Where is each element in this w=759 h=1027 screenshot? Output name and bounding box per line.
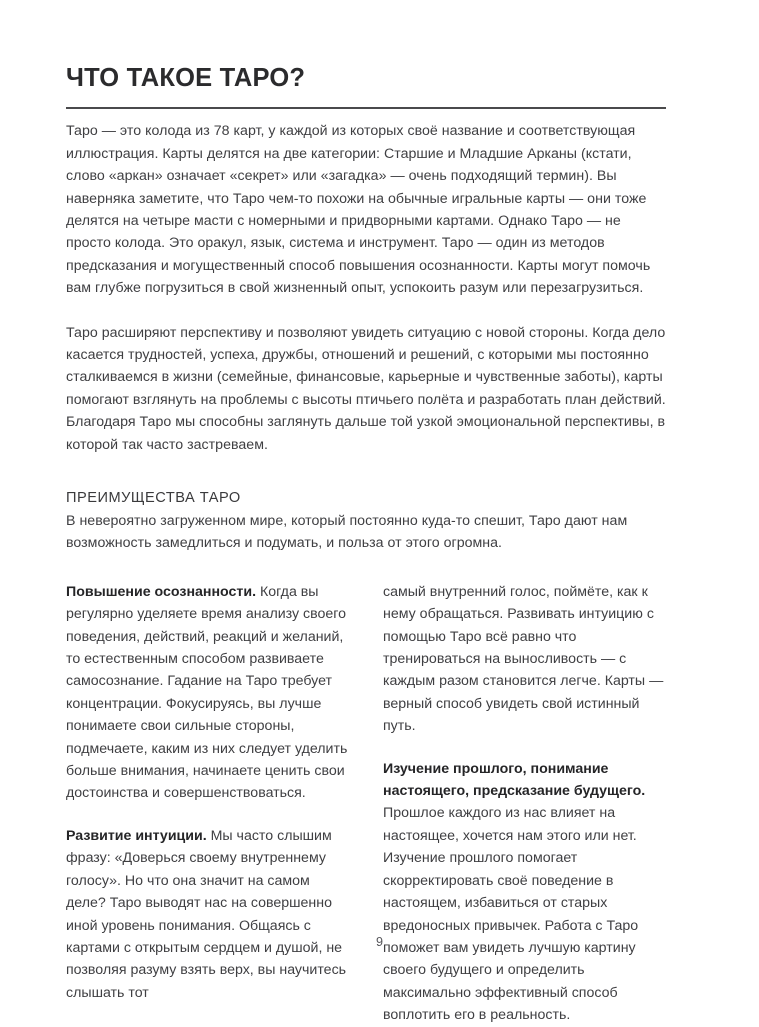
- intro-paragraph-2: Таро расширяют перспективу и позволяют увидеть ситуацию с новой стороны. Когда дело касается трудностей, успеха, дружбы, отношений и решений, с которыми мы постоянно сталкиваемся в жизни (семейные, финансовые, карьерные и чувственные заботы), карты помогают взглянуть на проблемы с высоты птичьего полёта и разработать план действий. Благодаря Таро мы способны заглянуть дальше той узкой эмоциональной перспективы, в которой так часто застреваем.: [66, 324, 666, 453]
- benefits-intro-paragraph: В невероятно загруженном мире, который постоянно куда-то спешит, Таро дают нам возможность замедлиться и подумать, и польза от этого огромна.: [66, 513, 628, 552]
- benefit-item-intuition-body: Мы часто слышим фразу: «Доверься своему внутреннему голосу». Но что она значит на самом деле? Таро выводят нас на совершенно иной уровень понимания. Общаясь с картами с открытым сердцем и душой, не позволяя разуму взять верх, вы научитесь слышать тот: [66, 827, 347, 1001]
- right-column: [383, 581, 666, 1027]
- benefit-item-past-present-future-body: Прошлое каждого из нас влияет на настоящее, хочется нам этого или нет. Изучение прошлого помогает скорректировать своё поведение в настоящем, избавиться от старых вредоносных привычек. Работа с Таро поможет вам увидеть лучшую картину своего будущего и определить максимально эффективный способ воплотить его в реальность.: [383, 805, 639, 1024]
- benefit-item-intuition: [66, 825, 349, 1004]
- benefit-item-awareness-lead: Повышение осознанности.: [66, 583, 257, 600]
- benefit-item-awareness: [66, 581, 349, 805]
- page-title: ЧТО ТАКОЕ ТАРО?: [66, 64, 306, 92]
- title-divider: [66, 107, 666, 109]
- benefit-item-intuition-lead: Развитие интуиции.: [66, 827, 207, 844]
- two-column-body: [66, 581, 666, 1027]
- benefit-item-past-present-future: [383, 758, 666, 1027]
- page-number: 9: [375, 935, 383, 949]
- benefit-item-intuition-continued: самый внутренний голос, поймёте, как к нему обращаться. Развивать интуицию с помощью Таро всё равно что тренироваться на выносливость — с каждым разом становится легче. Карты — верный способ увидеть свой истинный путь.: [383, 583, 664, 735]
- benefit-item-past-present-future-lead: Изучение прошлого, понимание настоящего, предсказание будущего.: [383, 760, 646, 800]
- benefits-heading: ПРЕИМУЩЕСТВА ТАРО: [66, 490, 241, 506]
- page-content: [66, 64, 666, 1027]
- benefit-item-awareness-body: Когда вы регулярно уделяете время анализу своего поведения, действий, реакций и желаний, то естественным способом развиваете самосознание. Гадание на Таро требует концентрации. Фокусируясь, вы лучше понимаете свои сильные стороны, подмечаете, каким из них следует уделить больше внимания, начинаете ценить свои достоинства и совершенствоваться.: [66, 583, 348, 802]
- intro-paragraph-1: Таро — это колода из 78 карт, у каждой из которых своё название и соответствующая иллюстрация. Карты делятся на две категории: Старшие и Младшие Арканы (кстати, слово «аркан» означает «секрет» или «загадка» — очень подходящий термин). Вы наверняка заметите, что Таро чем-то похожи на обычные игральные карты — они тоже делятся на четыре масти с номерными и придворными картами. Однако Таро — не просто колода. Это оракул, язык, система и инструмент. Таро — один из методов предсказания и могущественный способ повышения осознанности. Карты могут помочь вам глубже погрузиться в свой жизненный опыт, успокоить разум или перезагрузиться.: [66, 123, 651, 297]
